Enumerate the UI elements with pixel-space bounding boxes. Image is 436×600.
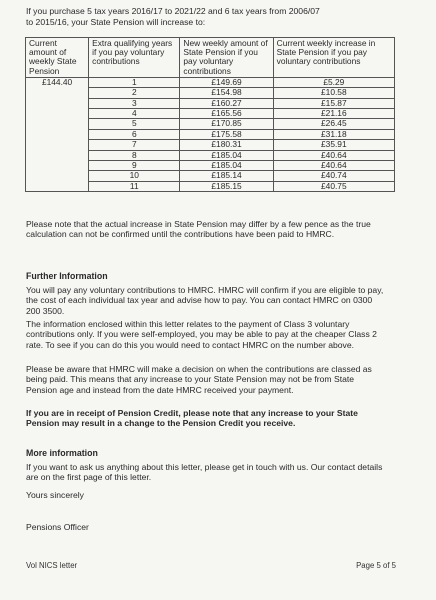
intro-text: If you purchase 5 tax years 2016/17 to 2021/22 and 6 tax years from 2006/07 to 2015/16, your State Pension will increase to: [26, 6, 320, 27]
class3-paragraph: The information enclosed within this letter relates to the payment of Class 3 voluntary contributions only. If you were self-employed, you may be able to pay at the cheaper Class 2 rate. To see if you can do this you would need to contact HMRC on the number above. [26, 319, 377, 350]
table-row [26, 77, 395, 87]
extra-years-cell: 2 [89, 88, 180, 98]
footer-page-number: Page 5 of 5 [356, 561, 396, 570]
new-amount-cell: £185.04 [180, 150, 273, 160]
new-amount-cell: £175.58 [180, 129, 273, 139]
new-amount-cell: £160.27 [180, 98, 273, 108]
new-amount-cell: £180.31 [180, 140, 273, 150]
increase-cell: £21.16 [273, 108, 394, 118]
accuracy-note: Please note that the actual increase in State Pension may differ by a few pence as the true calculation can not be confirmed until the contributions have been paid to HMRC. [26, 219, 371, 240]
new-amount-cell: £185.04 [180, 160, 273, 170]
increase-cell: £40.64 [273, 150, 394, 160]
contributions-paragraph: You will pay any voluntary contributions to HMRC. HMRC will confirm if you are eligible to pay, the cost of each individual tax year and advise how to pay. You can contact HMRC on 0300 200 3500. [26, 285, 384, 316]
new-amount-cell: £149.69 [180, 77, 273, 87]
new-amount-cell: £154.98 [180, 88, 273, 98]
new-amount-cell: £170.85 [180, 119, 273, 129]
increase-cell: £40.74 [273, 171, 394, 181]
header-weekly-increase: Current weekly increase in State Pension if you pay voluntary contributions [273, 38, 394, 78]
header-extra-years: Extra qualifying years if you pay voluntary contributions [89, 38, 180, 78]
increase-cell: £31.18 [273, 129, 394, 139]
extra-years-cell: 10 [89, 171, 180, 181]
extra-years-cell: 4 [89, 108, 180, 118]
header-new-weekly-amount: New weekly amount of State Pension if you pay voluntary contributions [180, 38, 273, 78]
extra-years-cell: 3 [89, 98, 180, 108]
closing-salutation: Yours sincerely [26, 490, 84, 500]
new-amount-cell: £185.15 [180, 181, 273, 191]
extra-years-cell: 5 [89, 119, 180, 129]
extra-years-cell: 9 [89, 160, 180, 170]
hmrc-decision-paragraph: Please be aware that HMRC will make a decision on when the contributions are classed as being paid. This means that any increase to your State Pension may not be from State Pension age and instead from the date HMRC received your payment. [26, 364, 372, 395]
extra-years-cell: 11 [89, 181, 180, 191]
pension-credit-warning: If you are in receipt of Pension Credit, please note that any increase to your State Pension may result in a change to the Pension Credit you receive. [26, 408, 358, 429]
increase-cell: £40.64 [273, 160, 394, 170]
more-information-heading: More information [26, 448, 98, 458]
footer-letter-name: Vol NICS letter [26, 561, 78, 570]
state-pension-increase-table [25, 37, 395, 192]
extra-years-cell: 6 [89, 129, 180, 139]
extra-years-cell: 7 [89, 140, 180, 150]
new-amount-cell: £185.14 [180, 171, 273, 181]
table-header-row [26, 38, 395, 78]
further-information-heading: Further Information [26, 271, 108, 281]
new-amount-cell: £165.56 [180, 108, 273, 118]
increase-cell: £15.87 [273, 98, 394, 108]
signatory-title: Pensions Officer [26, 522, 89, 532]
extra-years-cell: 8 [89, 150, 180, 160]
contact-paragraph: If you want to ask us anything about this letter, please get in touch with us. Our contact details are on the first page of this letter. [26, 462, 383, 483]
increase-cell: £10.58 [273, 88, 394, 98]
increase-cell: £35.91 [273, 140, 394, 150]
increase-cell: £40.75 [273, 181, 394, 191]
increase-cell: £26.45 [273, 119, 394, 129]
extra-years-cell: 1 [89, 77, 180, 87]
increase-cell: £5.29 [273, 77, 394, 87]
header-current-amount: Current amount of weekly State Pension [26, 38, 89, 78]
current-amount-cell: £144.40 [26, 77, 89, 191]
